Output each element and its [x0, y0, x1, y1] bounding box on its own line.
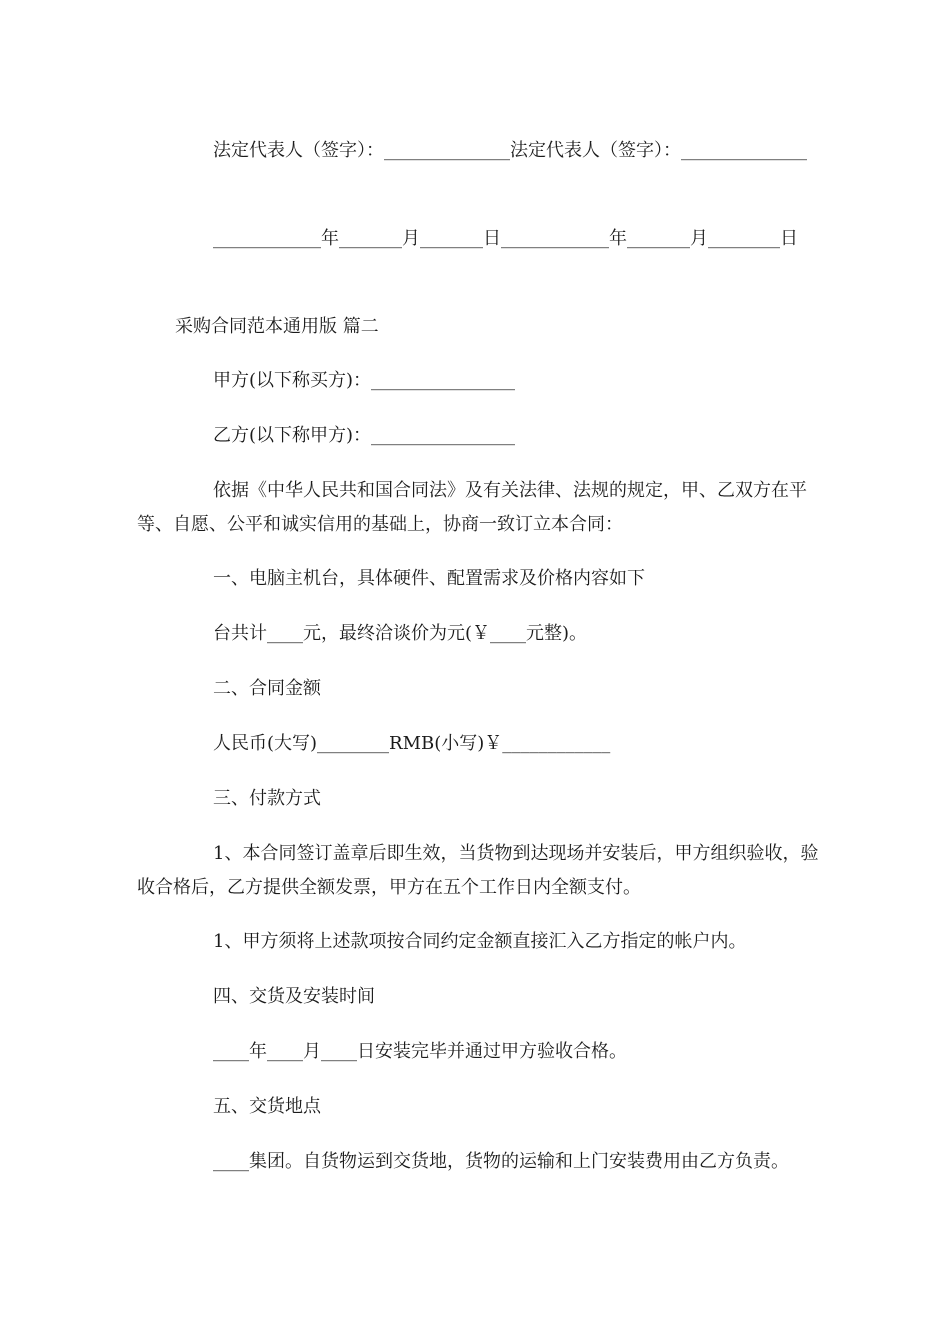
- payment-paragraph: 1、本合同签订盖章后即生效，当货物到达现场并安装后，甲方组织验收，验收合格后，乙方提供全额发票，甲方在五个工作日内全额支付。: [137, 843, 819, 898]
- clause-3-heading: 三、付款方式: [213, 788, 321, 809]
- delivery-time-line: ____年____月____日安装完毕并通过甲方验收合格。: [213, 1041, 627, 1062]
- preamble-paragraph: 依据《中华人民共和国合同法》及有关法律、法规的规定，甲、乙双方在平等、自愿、公平和诚实信用的基础上，协商一致订立本合同：: [137, 480, 807, 535]
- delivery-location-line: ____集团。自货物运到交货地，货物的运输和上门安装费用由乙方负责。: [213, 1151, 789, 1172]
- payment-account-line: 1、甲方须将上述款项按合同约定金额直接汇入乙方指定的帐户内。: [213, 931, 747, 952]
- section-title: 采购合同范本通用版 篇二: [175, 316, 379, 337]
- clause-2-heading: 二、合同金额: [213, 678, 321, 699]
- signature-line: 法定代表人（签字）：______________法定代表人（签字）：______________: [213, 140, 807, 161]
- clause-4-heading: 四、交货及安装时间: [213, 986, 375, 1007]
- party-a-line: 甲方(以下称买方)：________________: [213, 370, 516, 391]
- clause-1-heading: 一、电脑主机台，具体硬件、配置需求及价格内容如下: [213, 568, 645, 589]
- clause-5-heading: 五、交货地点: [213, 1096, 321, 1117]
- party-b-line: 乙方(以下称甲方)：________________: [213, 425, 516, 446]
- price-line: 台共计____元，最终洽谈价为元(￥____元整)。: [213, 623, 588, 644]
- date-line: ____________年_______月_______日____________年_______月________日: [213, 228, 798, 249]
- amount-line: 人民币(大写)________RMB(小写)￥____________: [213, 733, 611, 754]
